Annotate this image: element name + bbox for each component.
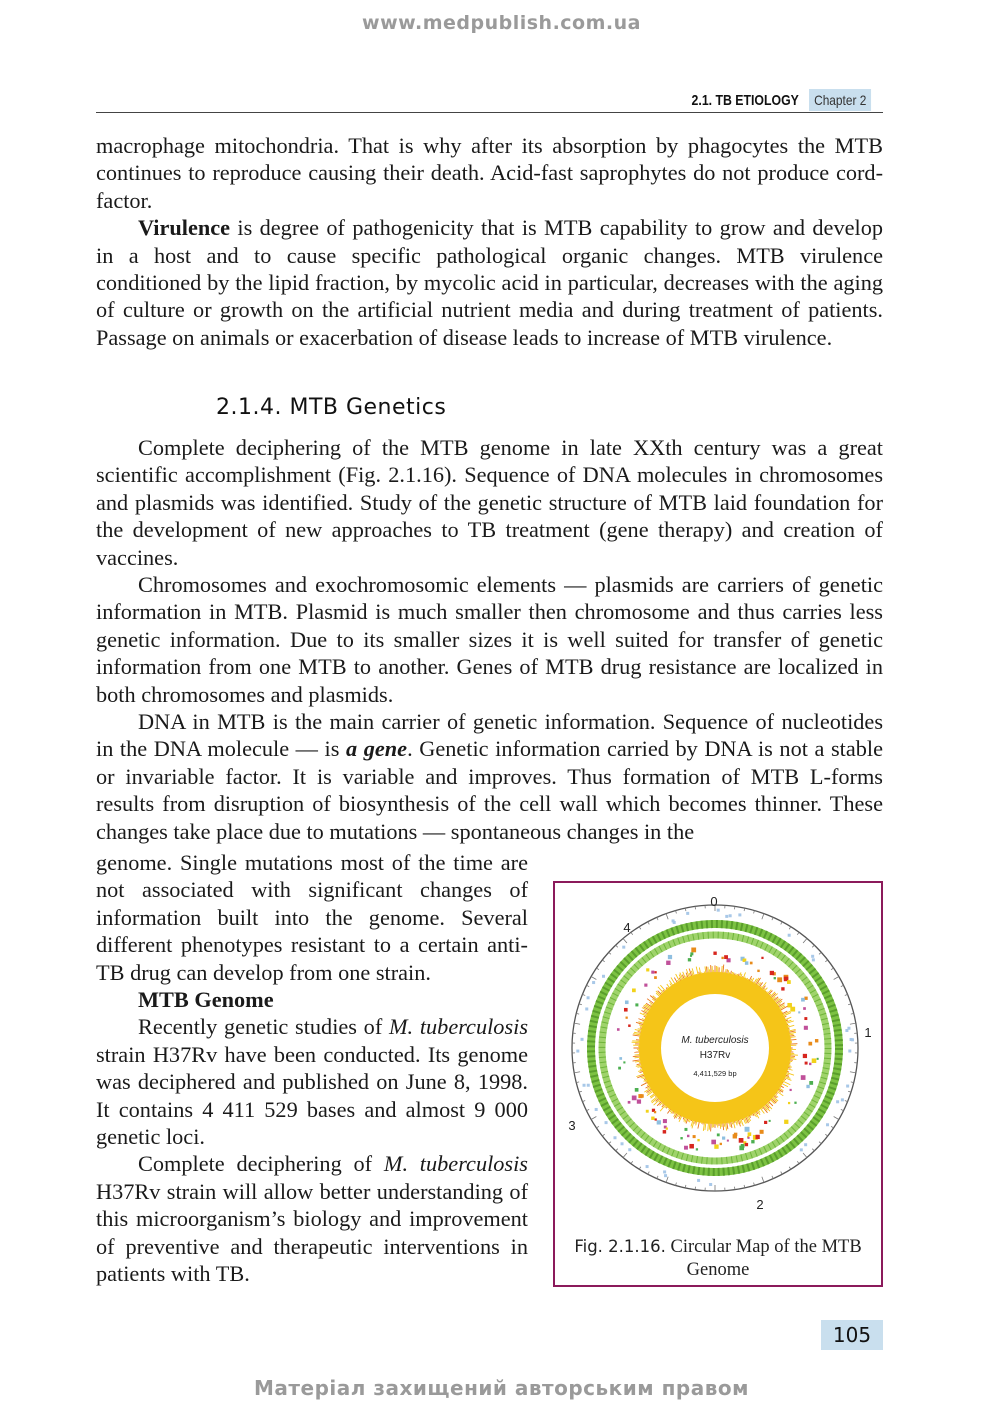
scale-tick <box>845 994 848 995</box>
scale-tick <box>825 1134 827 1136</box>
gene-feature-mark <box>801 998 805 1002</box>
gene-feature-mark <box>815 1039 818 1042</box>
gene-feature-mark <box>804 1017 807 1020</box>
watermark-top: www.medpublish.com.ua <box>362 12 641 34</box>
gene-feature-mark <box>788 1102 790 1104</box>
gene-feature-mark <box>713 952 716 955</box>
outer-feature-mark <box>587 996 590 999</box>
outer-feature-mark <box>663 1170 666 1173</box>
scale-tick <box>596 968 598 970</box>
gene-feature-mark <box>646 968 649 971</box>
gene-feature-mark <box>684 1128 687 1131</box>
gene-feature-mark <box>618 1067 621 1070</box>
scale-tick <box>845 1100 848 1101</box>
gene-feature-mark <box>777 977 782 982</box>
outer-feature-mark <box>788 934 791 937</box>
scale-tick <box>602 1134 604 1136</box>
scale-tick <box>850 1023 856 1024</box>
outer-feature-mark <box>850 1038 853 1041</box>
gene-feature-mark <box>680 1137 682 1139</box>
scale-tick <box>834 977 839 980</box>
scale-tick <box>789 927 791 930</box>
gene-feature-mark <box>625 1000 629 1004</box>
scale-tick <box>666 1177 668 1183</box>
gene-feature-mark <box>657 1120 661 1124</box>
scale-tick <box>781 1172 782 1175</box>
scale-tick <box>602 960 604 962</box>
gene-feature-mark <box>804 997 807 1000</box>
gene-feature-mark <box>748 1132 752 1136</box>
scale-tick <box>812 1149 814 1151</box>
gene-feature-mark <box>619 1057 622 1060</box>
gene-feature-mark <box>751 1140 754 1143</box>
outer-feature-mark <box>804 1143 807 1146</box>
scale-tick <box>772 917 773 920</box>
paragraph-virulence <box>96 214 883 351</box>
gene-feature-mark <box>781 987 784 990</box>
gene-feature-mark <box>711 1140 716 1145</box>
gene-feature-mark <box>623 1061 625 1063</box>
scale-tick <box>631 1161 633 1163</box>
outer-feature-mark <box>848 1050 851 1053</box>
gene-feature-mark <box>798 1011 800 1013</box>
species-name: M. tuberculosis <box>383 1151 528 1177</box>
paragraph-dna <box>96 708 883 845</box>
outer-feature-mark <box>587 1084 590 1087</box>
center-species-label: M. tuberculosis <box>681 1035 749 1046</box>
gene-feature-mark <box>722 1136 725 1139</box>
running-header <box>668 88 882 112</box>
gene-feature-mark <box>654 1111 656 1113</box>
gene-feature-mark <box>626 1017 628 1019</box>
outer-feature-mark <box>738 913 741 916</box>
watermark-bottom: Матеріал захищений авторським правом <box>254 1376 749 1400</box>
gene-feature-mark <box>663 1130 666 1133</box>
gene-feature-mark <box>809 1063 811 1065</box>
outer-feature-mark <box>841 1098 844 1101</box>
gene-feature-mark <box>727 1140 729 1142</box>
scale-tick <box>831 968 833 970</box>
outer-feature-mark <box>581 1038 584 1041</box>
gene-feature-mark <box>808 1042 812 1046</box>
gene-feature-mark <box>651 1117 654 1120</box>
gene-feature-mark <box>696 1148 698 1150</box>
gene-feature-mark <box>690 952 693 955</box>
outer-feature-mark <box>686 912 689 915</box>
marker-4: 4 <box>623 920 631 935</box>
running-title: 2.1. TB ETIOLOGY <box>691 91 799 109</box>
scale-tick <box>789 1167 791 1170</box>
gene-feature-mark <box>806 1085 809 1088</box>
paragraph: Complete deciphering of the MTB genome in late XXth century was a great scientific accomplishment (Fig. 2.1.16). Sequence of DNA molecules in chromosomes and plasmids was identified. Study of the genetic structure of MTB laid foundation for the development of new approaches to TB treatment (gene therapy) and creation of vaccines. <box>96 435 883 570</box>
scale-tick <box>616 1149 618 1151</box>
paragraph-text: is degree of pathogenicity that is MTB capability to grow and develop in a host and to cause specific pathological organic changes. MTB virulence conditioned by the lipid fraction, by mycolic acid in particular, decreases with the aging of culture or growth on the artificial nutrient media and during treatment of patients. Passage on animals or exacerbation of disease leads to increase of MTB virulence. <box>96 215 883 350</box>
gene-feature-mark <box>721 957 723 959</box>
gene-feature-mark <box>750 962 753 965</box>
scale-tick <box>812 945 814 947</box>
outer-feature-mark <box>585 1007 588 1010</box>
scale-tick <box>841 1109 844 1110</box>
scale-tick <box>616 945 618 947</box>
gene-feature-mark <box>803 1007 806 1010</box>
figure-genome-map <box>553 881 883 1287</box>
body-text-top <box>96 132 883 351</box>
paragraph-text: DNA in MTB is the main carrier of genetic information. Sequence of nucleotides in the DNA molecule — is <box>96 709 883 762</box>
outer-feature-mark <box>846 1085 849 1088</box>
term-gene: a gene <box>346 736 408 762</box>
outer-feature-mark <box>613 1136 616 1139</box>
scale-tick <box>762 914 764 920</box>
gene-feature-mark <box>794 1102 796 1104</box>
outer-feature-mark <box>592 981 595 984</box>
outer-feature-mark <box>800 1148 803 1151</box>
gene-feature-mark <box>628 1024 630 1026</box>
gene-feature-mark <box>720 1143 722 1145</box>
gene-feature-mark <box>745 1127 750 1132</box>
scale-tick <box>803 938 807 943</box>
scale-tick <box>797 932 799 934</box>
chapter-tag: Chapter 2 <box>809 89 871 111</box>
core-center <box>661 994 769 1102</box>
gene-feature-mark <box>739 1138 744 1143</box>
outer-feature-mark <box>836 1100 839 1103</box>
gene-feature-mark <box>628 1101 631 1104</box>
outer-feature-mark <box>812 958 815 961</box>
outer-feature-mark <box>673 921 676 924</box>
gene-feature-mark <box>817 1058 819 1060</box>
outer-feature-mark <box>621 1142 624 1145</box>
scale-tick <box>623 1153 627 1158</box>
section-heading: 2.1.4. MTB Genetics <box>216 395 447 420</box>
caption-label: Fig. 2.1.16. <box>574 1237 666 1256</box>
gene-feature-mark <box>666 961 670 965</box>
gene-feature-mark <box>689 1144 694 1149</box>
gene-feature-mark <box>635 1088 639 1092</box>
outer-feature-mark <box>628 1148 631 1151</box>
gene-feature-mark <box>787 980 791 984</box>
marker-3: 3 <box>568 1118 576 1133</box>
paragraph-text: . Genetic information carried by DNA is not a stable or invariable factor. It is variable and improves. Thus formation of MTB L-forms results from disruption of biosynthesis of the cell wall which becomes thinner. These changes take place due to mutations — spontaneous changes in the <box>96 736 883 844</box>
scale-tick <box>819 1142 821 1144</box>
gene-feature-mark <box>632 1096 637 1101</box>
gene-feature-mark <box>770 971 774 975</box>
scale-tick <box>609 952 611 954</box>
gene-feature-mark <box>638 1094 642 1098</box>
gene-feature-mark <box>632 988 636 992</box>
gene-feature-mark <box>688 958 691 961</box>
gene-feature-mark <box>691 948 696 953</box>
gene-feature-mark <box>654 976 657 979</box>
scale-tick <box>657 1176 658 1179</box>
scale-tick <box>657 917 658 920</box>
scale-tick <box>586 1109 589 1110</box>
scale-tick <box>831 1126 833 1128</box>
term-virulence: Virulence <box>138 215 231 241</box>
gene-feature-mark <box>787 1003 792 1008</box>
header-rule <box>96 112 883 113</box>
paragraph: Chromosomes and exochromosomic elements — plasmids are carriers of genetic information in MTB. Plasmid is much smaller then chromosome and thus carries less genetic information. Due to its smaller sizes it is well suited for transfer of genetic information from one MTB to another. Genes of MTB drug resistance are localized in both chromosomes and plasmids. <box>96 572 883 707</box>
gene-feature-mark <box>733 1134 737 1138</box>
scale-tick <box>574 1023 580 1024</box>
gene-feature-mark <box>801 1075 806 1080</box>
outer-feature-mark <box>605 1121 608 1124</box>
gene-feature-mark <box>755 1135 759 1139</box>
marker-2: 2 <box>756 1197 764 1212</box>
outer-feature-mark <box>845 1029 848 1032</box>
scale-tick <box>666 914 668 920</box>
scale-tick <box>623 938 627 943</box>
scale-tick <box>781 922 782 925</box>
gene-feature-mark <box>666 1127 668 1129</box>
gene-feature-mark <box>761 957 763 959</box>
gene-feature-mark <box>637 1099 641 1103</box>
outer-feature-mark <box>622 946 625 949</box>
scale-tick <box>639 927 641 930</box>
outer-feature-mark <box>717 909 720 912</box>
page-number: 105 <box>821 1320 883 1350</box>
subheading: MTB Genome <box>138 987 274 1013</box>
outer-feature-mark <box>725 915 728 918</box>
gene-feature-mark <box>764 1121 767 1124</box>
scale-tick <box>648 922 649 925</box>
gene-feature-mark <box>635 1003 638 1006</box>
center-size-label: 4,411,529 bp <box>693 1069 737 1078</box>
outer-feature-mark <box>602 975 605 978</box>
gene-feature-mark <box>663 1119 667 1123</box>
gene-feature-mark <box>646 1110 649 1113</box>
scale-tick <box>797 1161 799 1163</box>
scale-tick <box>850 1072 856 1073</box>
gene-feature-mark <box>769 1120 771 1122</box>
gene-feature-mark <box>687 1135 689 1137</box>
gene-feature-mark <box>651 971 654 974</box>
gene-feature-mark <box>748 1137 750 1139</box>
scale-tick <box>639 1167 641 1170</box>
gene-feature-mark <box>717 1133 720 1136</box>
gene-feature-mark <box>784 1120 788 1124</box>
scale-tick <box>596 1126 598 1128</box>
gene-feature-mark <box>714 1144 718 1148</box>
scale-tick <box>819 952 821 954</box>
scale-tick <box>834 1117 839 1120</box>
gene-feature-mark <box>724 955 728 959</box>
gene-feature-mark <box>654 971 656 973</box>
paragraph: Recently genetic studies of M. tuberculosis strain H37Rv have been conducted. Its genome was deciphered and published on June 8, 1998. It contains 4 411 529 bases and almost 9 000 genetic loci. <box>96 1014 528 1150</box>
genome-circular-map <box>555 883 881 1233</box>
species-name: M. tuberculosis <box>388 1014 528 1040</box>
caption-text: Circular Map of the MTB Genome <box>665 1237 862 1280</box>
gene-feature-mark <box>644 984 647 987</box>
gene-feature-mark <box>757 970 759 972</box>
gene-feature-mark <box>697 1139 699 1141</box>
outer-feature-mark <box>826 1123 829 1126</box>
left-column-text <box>96 849 528 1288</box>
outer-feature-mark <box>583 1084 586 1087</box>
gene-feature-mark <box>693 1135 696 1138</box>
outer-feature-mark <box>709 1183 712 1186</box>
gene-feature-mark <box>684 1146 688 1150</box>
outer-feature-mark <box>646 1165 649 1168</box>
gene-feature-mark <box>624 1008 628 1012</box>
scale-tick <box>582 994 585 995</box>
figure-caption <box>555 1235 881 1282</box>
marker-0: 0 <box>710 894 718 909</box>
gene-feature-mark <box>790 1089 792 1091</box>
gene-feature-mark <box>668 955 672 959</box>
gene-feature-mark <box>617 1028 620 1031</box>
gene-feature-mark <box>739 1146 744 1151</box>
gene-feature-mark <box>803 1054 807 1058</box>
gene-feature-mark <box>804 1026 808 1030</box>
scale-tick <box>582 1100 585 1101</box>
scale-tick <box>825 960 827 962</box>
paragraph: Complete deciphering of M. tuberculosis H37Rv strain will allow better understanding of this microorganism’s biology and improvement of preventive and therapeutic interventions in patients with TB. <box>96 1151 528 1287</box>
scale-tick <box>772 1176 773 1179</box>
center-strain-label: H37Rv <box>699 1050 731 1061</box>
scale-tick <box>841 985 844 986</box>
outer-feature-mark <box>576 1050 579 1053</box>
gene-feature-mark <box>745 1143 748 1146</box>
paragraph: macrophage mitochondria. That is why after its absorption by phagocytes the MTB continues to reproduce causing their death. Acid-fast saprophytes do not produce cord-factor. <box>96 133 883 213</box>
gene-feature-mark <box>809 1081 813 1085</box>
scale-tick <box>762 1177 764 1183</box>
paragraph: genome. Single mutations most of the time are not associated with significant changes of information built into the genome. Several different phenotypes resistant to a certain anti-TB drug can develop from one strain. <box>96 850 528 985</box>
scale-tick <box>648 1172 649 1175</box>
scale-tick <box>803 1153 807 1158</box>
gene-feature-mark <box>812 1058 817 1063</box>
body-text-genetics <box>96 434 883 845</box>
scale-tick <box>574 1072 580 1073</box>
gene-feature-mark <box>655 1118 657 1120</box>
scale-tick <box>609 1142 611 1144</box>
scale-tick <box>591 1117 596 1120</box>
outer-feature-mark <box>664 1174 667 1177</box>
gene-feature-mark <box>774 977 776 979</box>
outer-feature-mark <box>811 955 814 958</box>
gene-feature-mark <box>805 1062 808 1065</box>
scale-tick <box>591 977 596 980</box>
gene-feature-mark <box>745 961 748 964</box>
scale-tick <box>631 932 633 934</box>
scale-tick <box>586 985 589 986</box>
gene-feature-mark <box>760 1130 764 1134</box>
outer-feature-mark <box>729 914 732 917</box>
marker-1: 1 <box>864 1025 872 1040</box>
outer-feature-mark <box>697 1179 700 1182</box>
outer-feature-mark <box>595 1108 598 1111</box>
